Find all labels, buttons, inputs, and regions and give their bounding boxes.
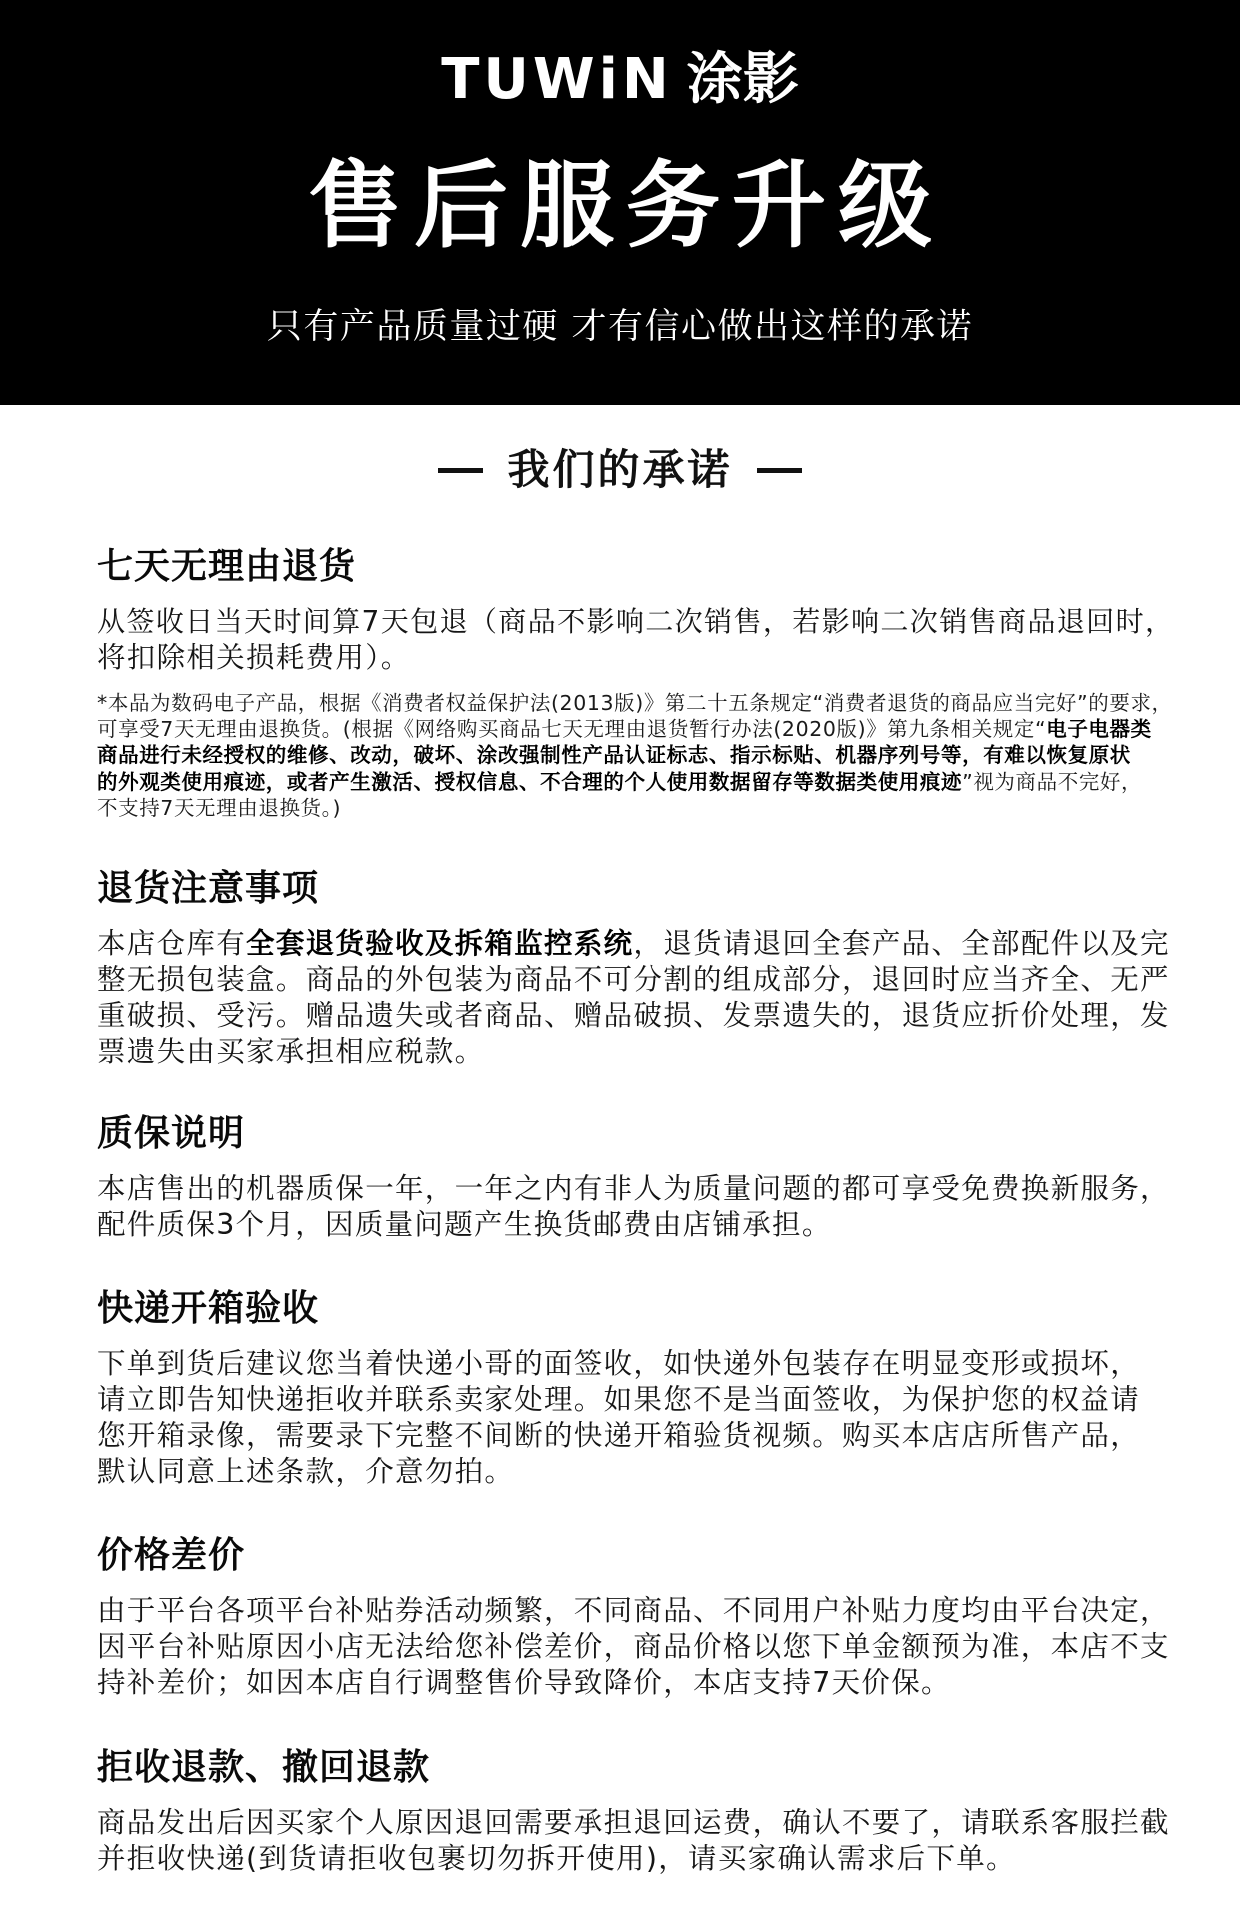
section-footnote <box>97 690 1185 821</box>
body-line <box>97 1034 1185 1070</box>
text-segment: 您开箱录像，需要录下完整不间断的快递开箱验货视频。购买本店店所售产品， <box>97 1419 1141 1452</box>
heading-dash-left <box>438 468 483 473</box>
section-body <box>97 604 1185 676</box>
section-title: 退货注意事项 <box>97 868 320 909</box>
text-segment: 重破损、受污。赠品遗失或者商品、赠品破损、发票遗失的，退货应折价处理，发 <box>97 999 1170 1032</box>
body-line <box>97 640 1185 676</box>
section-return-notes <box>97 867 1185 1070</box>
text-segment: 可享受7天无理由退换货。(根据《网络购买商品七天无理由退货暂行办法(2020版)》第九条相关规定“ <box>97 717 1047 742</box>
body-line <box>97 1454 1185 1490</box>
body-line <box>97 1593 1185 1629</box>
text-segment: 持补差价；如因本店自行调整售价导致降价，本店支持7天价保。 <box>97 1666 951 1699</box>
text-segment: ”视为商品不完好， <box>962 769 1143 794</box>
promise-heading <box>0 445 1240 495</box>
note-line <box>97 795 1185 821</box>
body-line <box>97 1841 1185 1877</box>
body-line <box>97 1207 1185 1243</box>
text-segment: 因平台补贴原因小店无法给您补偿差价，商品价格以您下单金额预为准，本店不支 <box>97 1630 1170 1663</box>
section-body <box>97 1805 1185 1877</box>
section-title: 价格差价 <box>97 1535 246 1576</box>
bold-text-segment: 全套退货验收及拆箱监控系统 <box>246 927 634 960</box>
note-line <box>97 742 1185 768</box>
text-segment: 将扣除相关损耗费用）。 <box>97 641 411 674</box>
text-segment: 整无损包装盒。商品的外包装为商品不可分割的组成部分，退回时应当齐全、无严 <box>97 963 1170 996</box>
text-segment: 商品发出后因买家个人原因退回需要承担退回运费，确认不要了，请联系客服拦截 <box>97 1806 1170 1839</box>
section-seven-day-return <box>97 545 1185 821</box>
text-segment: 本店仓库有 <box>97 927 247 960</box>
header-banner <box>0 0 1240 405</box>
text-segment: 不支持7天无理由退换货。) <box>97 795 342 820</box>
body-line <box>97 998 1185 1034</box>
bold-text-segment: 的外观类使用痕迹，或者产生激活、授权信息、不合理的个人使用数据留存等数据类使用痕迹 <box>97 769 963 794</box>
bold-text-segment: 电子电器类 <box>1046 717 1152 742</box>
section-price-difference <box>97 1534 1185 1701</box>
section-body <box>97 1171 1185 1243</box>
text-segment: 并拒收快递(到货请拒收包裹切勿拆开使用)，请买家确认需求后下单。 <box>97 1842 1016 1875</box>
body-line <box>97 1171 1185 1207</box>
text-segment: 请立即告知快递拒收并联系卖家处理。如果您不是当面签收，为保护您的权益请 <box>97 1383 1141 1416</box>
heading-dash-right <box>757 468 802 473</box>
section-title: 拒收退款、撤回退款 <box>97 1747 431 1788</box>
body-line <box>97 1418 1185 1454</box>
text-segment: 默认同意上述条款，介意勿拍。 <box>97 1455 515 1488</box>
page-subtitle: 只有产品质量过硬 才有信心做出这样的承诺 <box>266 307 974 347</box>
section-body <box>97 1346 1185 1490</box>
section-warranty <box>97 1112 1185 1243</box>
note-line <box>97 769 1185 795</box>
text-segment: *本品为数码电子产品，根据《消费者权益保护法(2013版)》第二十五条规定“消费者退货的商品应当完好”的要求， <box>97 691 1173 715</box>
text-segment: 下单到货后建议您当着快递小哥的面签收，如快递外包装存在明显变形或损坏， <box>97 1347 1141 1380</box>
text-segment: 配件质保3个月，因质量问题产生换货邮费由店铺承担。 <box>97 1208 832 1241</box>
text-segment: 本店售出的机器质保一年，一年之内有非人为质量问题的都可享受免费换新服务， <box>97 1172 1170 1205</box>
brand-logo-chinese: 涂影 <box>686 47 799 112</box>
text-segment: ，退货请退回全套产品、全部配件以及完 <box>633 927 1170 960</box>
text-segment: 由于平台各项平台补贴券活动频繁，不同商品、不同用户补贴力度均由平台决定， <box>97 1594 1170 1627</box>
body-line <box>97 962 1185 998</box>
page-title: 售后服务升级 <box>307 152 944 261</box>
body-line <box>97 926 1185 962</box>
section-body <box>97 1593 1185 1701</box>
body-line <box>97 604 1185 640</box>
bold-text-segment: 商品进行未经授权的维修、改动，破坏、涂改强制性产品认证标志、指示标贴、机器序列号等，有难以恢复原状 <box>97 743 1131 768</box>
section-delivery-inspection <box>97 1287 1185 1490</box>
section-title: 七天无理由退货 <box>97 546 357 587</box>
body-line <box>97 1629 1185 1665</box>
body-line <box>97 1382 1185 1418</box>
body-line <box>97 1346 1185 1382</box>
section-body <box>97 926 1185 1070</box>
section-refusal-refund <box>97 1746 1185 1877</box>
text-segment: 从签收日当天时间算7天包退（商品不影响二次销售，若影响二次销售商品退回时， <box>97 605 1175 638</box>
brand-logo-latin: TUWiN <box>441 47 673 112</box>
brand-logo <box>0 47 1240 112</box>
body-line <box>97 1805 1185 1841</box>
note-line <box>97 690 1185 716</box>
body-line <box>97 1665 1185 1701</box>
promise-heading-text: 我们的承诺 <box>507 445 733 494</box>
note-line <box>97 716 1185 742</box>
section-title: 快递开箱验收 <box>97 1288 320 1329</box>
section-title: 质保说明 <box>97 1113 246 1154</box>
text-segment: 票遗失由买家承担相应税款。 <box>97 1035 485 1068</box>
